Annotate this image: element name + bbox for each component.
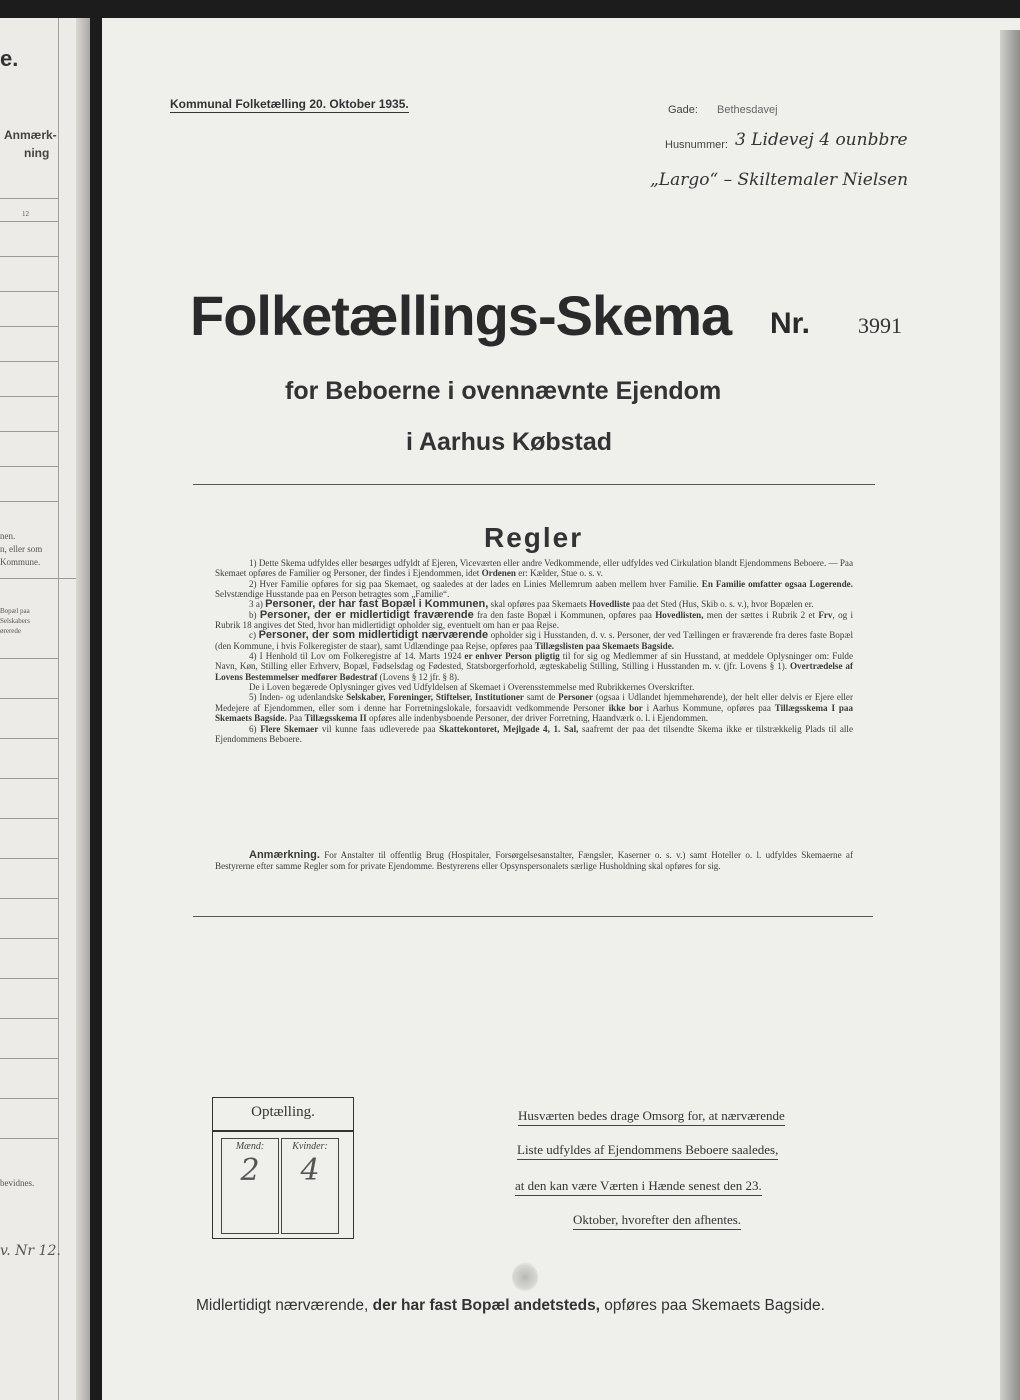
- remark-text: For Anstalter til offentlig Brug (Hospitaler, Forsørgelsesanstalter, Fængsler, Kaserner o. s. v.) samt Hoteller o. l. udfyldes Skemaerne af Bestyrerne efter samme Regler som for private Ejendomme. Bestyrerens eller Opsynspersonalets særlige Husholdning skal opføres for sig.: [215, 850, 853, 871]
- left-page-rule: [0, 1058, 58, 1059]
- women-count-label: Kvinder:: [292, 1141, 328, 1152]
- count-box: [212, 1097, 354, 1239]
- left-page-fragment-text: bevidnes.: [0, 1178, 35, 1188]
- rule-5: 5) Inden- og udenlandske Selskaber, Foreninger, Stiftelser, Institutioner samt de Personer (ogsaa i Udlandet hjemmehørende), der helt eller delvis er Ejere eller Medejere af Ejendommen, eller som i denne har Forretningslokale, forsaavidt vedkommende Personer ikke bor i Aarhus Kommune, opføres paa Tillægsskema I paa Skemaets Bagside. Paa Tillægsskema II opføres alle indenbysboende Personer, der driver Forretning, Haandværk o. l. i Ejendommen.: [215, 692, 853, 724]
- left-page-rule: [0, 431, 58, 432]
- rules-body: [215, 558, 853, 744]
- rule-1: 1) Dette Skema udfyldes eller besørges udfyldt af Ejeren, Viceværten eller andre Vedkommende, eller udfyldes ved Cirkulation blandt Ejendommens Beboere. — Paa Skemaet opføres de Familier og Personer, der findes i Ejendommen, idet Ordenen er: Kælder, Stue o. s. v.: [215, 558, 854, 579]
- left-page-rule: [0, 501, 58, 502]
- form-subtitle-1: for Beboerne i ovennævnte Ejendom: [285, 377, 722, 405]
- left-page-rule: [0, 738, 58, 739]
- women-count-cell: [281, 1138, 339, 1234]
- owner-handwriting: „Largo“ – Skiltemaler Nielsen: [650, 170, 909, 190]
- house-number-label: Husnummer:: [665, 139, 728, 151]
- left-page-rule: [0, 1018, 58, 1019]
- left-page-rule: [0, 291, 58, 292]
- remark-note: [215, 850, 853, 871]
- footer-note: Midlertidigt nærværende, der har fast Bopæl andetsteds, opføres paa Skemaets Bagside.: [196, 1297, 825, 1314]
- left-page-fragment-text: n, eller som: [0, 544, 43, 554]
- left-page-rule: [0, 978, 58, 979]
- census-header: Kommunal Folketælling 20. Oktober 1935.: [170, 97, 409, 111]
- left-page-rule: [0, 938, 58, 939]
- notice-line-4: Oktober, hvorefter den afhentes.: [573, 1212, 741, 1230]
- men-count-value: 2: [240, 1153, 260, 1188]
- left-page-rule: [0, 778, 58, 779]
- left-page-rule: [0, 396, 58, 397]
- rule-4: 4) I Henhold til Lov om Folkeregistre af 14. Marts 1924 er enhver Person pligtig til for sig og Medlemmer af sin Husstand, at meddele Oplysninger om: Fulde Navn, Køn, Stilling eller Erhverv, Bopæl, Fødselsdag og Fødested, Statsborgerforhold, ægteskabelig Stilling, Stilling i Husstanden m. v. (jfr. Lovens § 1). Overtrædelse af Lovens Bestemmelser medfører Bødestraf (Lovens § 12 jfr. § 8).: [215, 651, 853, 682]
- house-number-handwriting: 3 Lidevej 4 ounbbre: [735, 130, 908, 150]
- left-page-rule: [0, 466, 58, 467]
- page-gutter: [76, 18, 90, 1400]
- left-page-handwriting: v. Nr 12.: [0, 1243, 61, 1259]
- page-edge: [1000, 30, 1020, 1400]
- left-page-rule: [0, 658, 58, 659]
- street-label: Gade:: [668, 104, 698, 116]
- left-page-rule: [0, 858, 58, 859]
- left-page-column-line: [58, 18, 59, 1400]
- left-page-fragment-text: nen.: [0, 531, 16, 541]
- divider: [193, 916, 873, 917]
- left-page-fragment-text: Bopæl paa: [0, 607, 30, 615]
- left-page-glyph: e.: [0, 46, 19, 71]
- left-page-column-number: 12: [22, 210, 29, 218]
- rule-2: 2) Hver Familie opføres for sig paa Skemaet, og saaledes at der lades en Linies Mellemrum aaben mellem hver Familie. En Familie omfatter ogsaa Logerende. Selvstændige Husstande paa en Person betragtes som „Familie“.: [215, 578, 853, 600]
- left-page-fragment: [0, 18, 90, 1400]
- count-box-title: Optælling.: [251, 1104, 315, 1120]
- women-count-value: 4: [300, 1153, 320, 1188]
- rule-3b: b) Personer, der er midlertidigt fraværende fra den faste Bopæl i Kommunen, opføres paa Hovedlisten, men der sættes i Rubrik 2 et Frv, og i Rubrik 18 angives det Sted, hvor han midlertidigt opholder sig, eventuelt om han er paa Rejse.: [215, 608, 853, 631]
- rule-3a: 3 a) Personer, der har fast Bopæl i Kommunen, skal opføres paa Skemaets Hovedliste paa det Sted (Hus, Skib o. s. v.), hvor Bopælen er.: [249, 598, 814, 611]
- form-number-label: Nr.: [770, 307, 811, 340]
- left-page-rule: [0, 818, 58, 819]
- left-page-rule: [0, 198, 58, 199]
- left-page-rule: [0, 221, 58, 222]
- left-page-rule: [0, 698, 58, 699]
- ink-stamp-mark: [512, 1262, 538, 1292]
- left-page-rule: [0, 1138, 58, 1139]
- rule-3c: c) Personer, der som midlertidigt nærværende opholder sig i Husstanden, d. v. s. Personer, der ved Tællingen er fraværende fra deres faste Bopæl (den Kommune, i hvis Folkeregister de staar), samt Udlændinge paa Rejse, opføres paa Tillægslisten paa Skemaets Bagside.: [215, 629, 853, 651]
- notice-line-1: Husværten bedes drage Omsorg for, at nærværende: [518, 1108, 785, 1126]
- men-count-cell: [221, 1138, 279, 1234]
- form-subtitle-2: i Aarhus Købstad: [406, 428, 613, 456]
- rule-6: 6) Flere Skemaer vil kunne faas udleverede paa Skattekontoret, Mejlgade 4, 1. Sal, saafremt der paa det tilsendte Skema ikke er tilstrækkelig Plads til alle Ejendommens Beboere.: [215, 723, 853, 744]
- form-title: Folketællings-Skema: [190, 284, 732, 347]
- left-page-header-2: ning: [24, 146, 50, 160]
- left-page-rule: [0, 1098, 58, 1099]
- left-page-fragment-text: Kommune.: [0, 557, 41, 567]
- rule-4b: De i Loven begærede Oplysninger gives ved Udfyldelsen af Skemaet i Overensstemmelse med Rubrikkernes Overskrifter.: [249, 682, 695, 693]
- left-page-rule: [0, 256, 58, 257]
- left-page-fragment-text: Selskabers: [0, 617, 30, 625]
- left-page-rule: [0, 898, 58, 899]
- form-number-value: 3991: [858, 313, 902, 338]
- remark-label: Anmærkning.: [249, 849, 320, 861]
- left-page-header-1: Anmærk-: [4, 128, 57, 142]
- left-page-fragment-text: ørerede: [0, 627, 21, 635]
- notice-line-3: at den kan være Værten i Hænde senest den 23.: [515, 1178, 762, 1196]
- street-value: Bethesdavej: [717, 104, 778, 116]
- divider: [193, 484, 875, 485]
- count-box-separator: [213, 1130, 353, 1132]
- notice-line-2: Liste udfyldes af Ejendommens Beboere saaledes,: [517, 1142, 778, 1160]
- left-page-rule: [0, 326, 58, 327]
- left-page-rule: [0, 361, 58, 362]
- men-count-label: Mænd:: [235, 1141, 265, 1152]
- rules-heading: Regler: [484, 522, 584, 553]
